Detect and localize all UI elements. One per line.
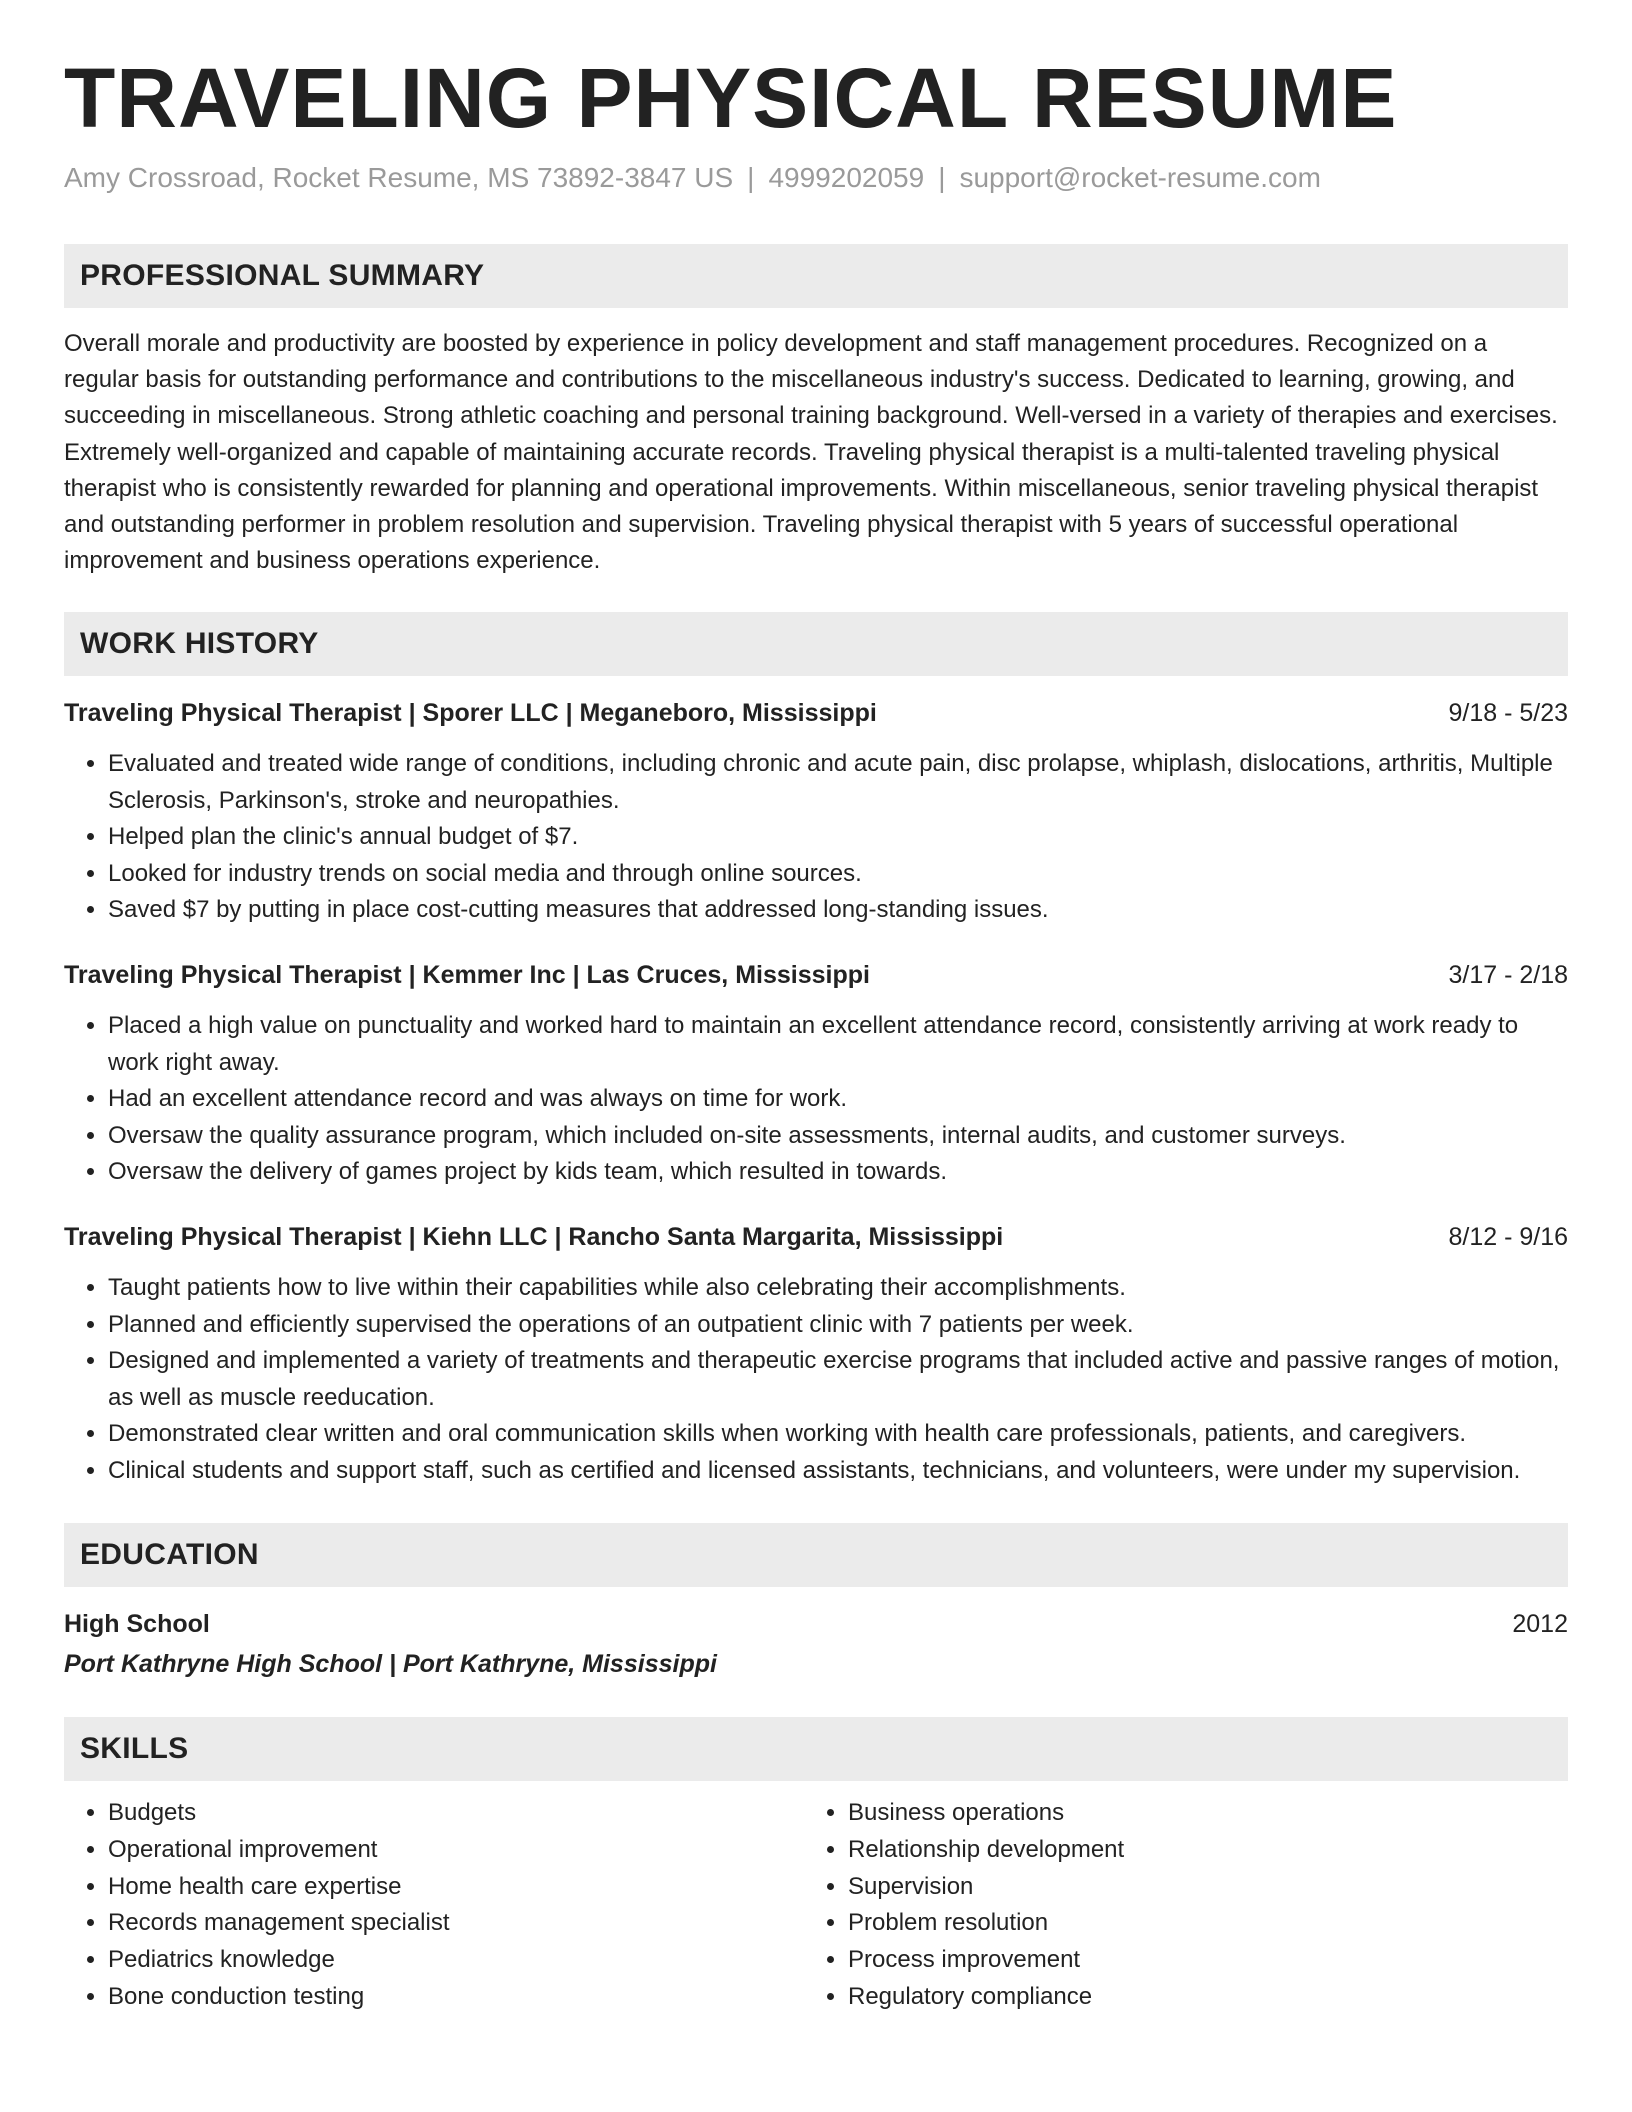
job-bullet: • Planned and efficiently supervised the operations of an outpatient clinic with 7 patients per week. [108,1307,1568,1343]
job-bullet: • Had an excellent attendance record and was always on time for work. [108,1081,1568,1117]
education-degree: High School [64,1609,210,1638]
skills-grid [64,1795,1568,2016]
job-heading: Traveling Physical Therapist | Kemmer Inc | Las Cruces, Mississippi [64,961,870,990]
job-dates: 3/17 - 2/18 [1448,961,1568,990]
skill-item: • Process improvement [848,1942,1544,1979]
job-dates: 9/18 - 5/23 [1448,699,1568,728]
education-header [64,1607,1568,1641]
job-bullet: • Evaluated and treated wide range of conditions, including chronic and acute pain, disc prolapse, whiplash, dislocations, arthritis, Multiple Sclerosis, Parkinson's, stroke and neuropathies. [108,746,1568,819]
skill-item: • Records management specialist [108,1905,804,1942]
skill-item: • Budgets [108,1795,804,1832]
job-bullets [64,1008,1568,1190]
contact-email: support@rocket-resume.com [959,162,1321,193]
job-bullets [64,746,1568,928]
skill-item: • Pediatrics knowledge [108,1942,804,1979]
job-dates: 8/12 - 9/16 [1448,1223,1568,1252]
education-school: Port Kathryne High School | Port Kathryne, Mississippi [64,1649,717,1678]
skills-column-right [804,1795,1544,2016]
skill-item: • Problem resolution [848,1905,1544,1942]
job-header [64,1220,1568,1254]
contact-separator: | [747,162,755,193]
section-header-work-history: WORK HISTORY [64,612,1568,676]
job-bullet: • Oversaw the quality assurance program, which included on-site assessments, internal audits, and customer surveys. [108,1118,1568,1154]
section-header-summary: PROFESSIONAL SUMMARY [64,244,1568,308]
job-bullets [64,1270,1568,1488]
job-bullet: • Helped plan the clinic's annual budget of $7. [108,819,1568,855]
job-bullet: • Demonstrated clear written and oral communication skills when working with health care professionals, patients, and caregivers. [108,1416,1568,1452]
section-header-education: EDUCATION [64,1523,1568,1587]
skill-item: • Home health care expertise [108,1869,804,1906]
job-entry [64,1220,1568,1488]
skill-item: • Operational improvement [108,1832,804,1869]
skills-column-left [64,1795,804,2016]
contact-line [64,162,1568,194]
skill-item: • Bone conduction testing [108,1979,804,2016]
job-heading: Traveling Physical Therapist | Sporer LLC | Meganeboro, Mississippi [64,699,877,728]
job-entry [64,696,1568,928]
job-bullet: • Saved $7 by putting in place cost-cutting measures that addressed long-standing issues. [108,892,1568,928]
skill-item: • Relationship development [848,1832,1544,1869]
job-bullet: • Oversaw the delivery of games project by kids team, which resulted in towards. [108,1154,1568,1190]
job-bullet: • Taught patients how to live within their capabilities while also celebrating their accomplishments. [108,1270,1568,1306]
job-bullet: • Placed a high value on punctuality and worked hard to maintain an excellent attendance record, consistently arriving at work ready to work right away. [108,1008,1568,1081]
job-header [64,696,1568,730]
resume-title: TRAVELING PHYSICAL RESUME [64,51,1398,145]
skill-item: • Supervision [848,1869,1544,1906]
section-header-skills: SKILLS [64,1717,1568,1781]
summary-text: Overall morale and productivity are boosted by experience in policy development and staff management procedures. Recognized on a regular basis for outstanding performance and contributions to the miscellaneous industry's success. Dedicated to learning, growing, and succeeding in miscellaneous. Strong athletic coaching and personal training background. Well-versed in a variety of therapies and exercises. Extremely well-organized and capable of maintaining accurate records. Traveling physical therapist is a multi-talented traveling physical therapist who is consistently rewarded for planning and operational improvements. Within miscellaneous, senior traveling physical therapist and outstanding performer in problem resolution and supervision. Traveling physical therapist with 5 years of successful operational improvement and business operations experience. [64,330,1558,575]
job-bullet: • Clinical students and support staff, such as certified and licensed assistants, technicians, and volunteers, were under my supervision. [108,1453,1568,1489]
job-heading: Traveling Physical Therapist | Kiehn LLC | Rancho Santa Margarita, Mississippi [64,1223,1004,1252]
contact-phone: 4999202059 [768,162,925,193]
job-bullet: • Designed and implemented a variety of treatments and therapeutic exercise programs that included active and passive ranges of motion, as well as muscle reeducation. [108,1343,1568,1416]
skill-item: • Business operations [848,1795,1544,1832]
contact-separator: | [938,162,946,193]
skill-item: • Regulatory compliance [848,1979,1544,2016]
contact-address: Amy Crossroad, Rocket Resume, MS 73892-3847 US [64,162,734,193]
job-entry [64,958,1568,1190]
job-bullet: • Looked for industry trends on social media and through online sources. [108,856,1568,892]
job-header [64,958,1568,992]
education-year: 2012 [1512,1609,1568,1638]
